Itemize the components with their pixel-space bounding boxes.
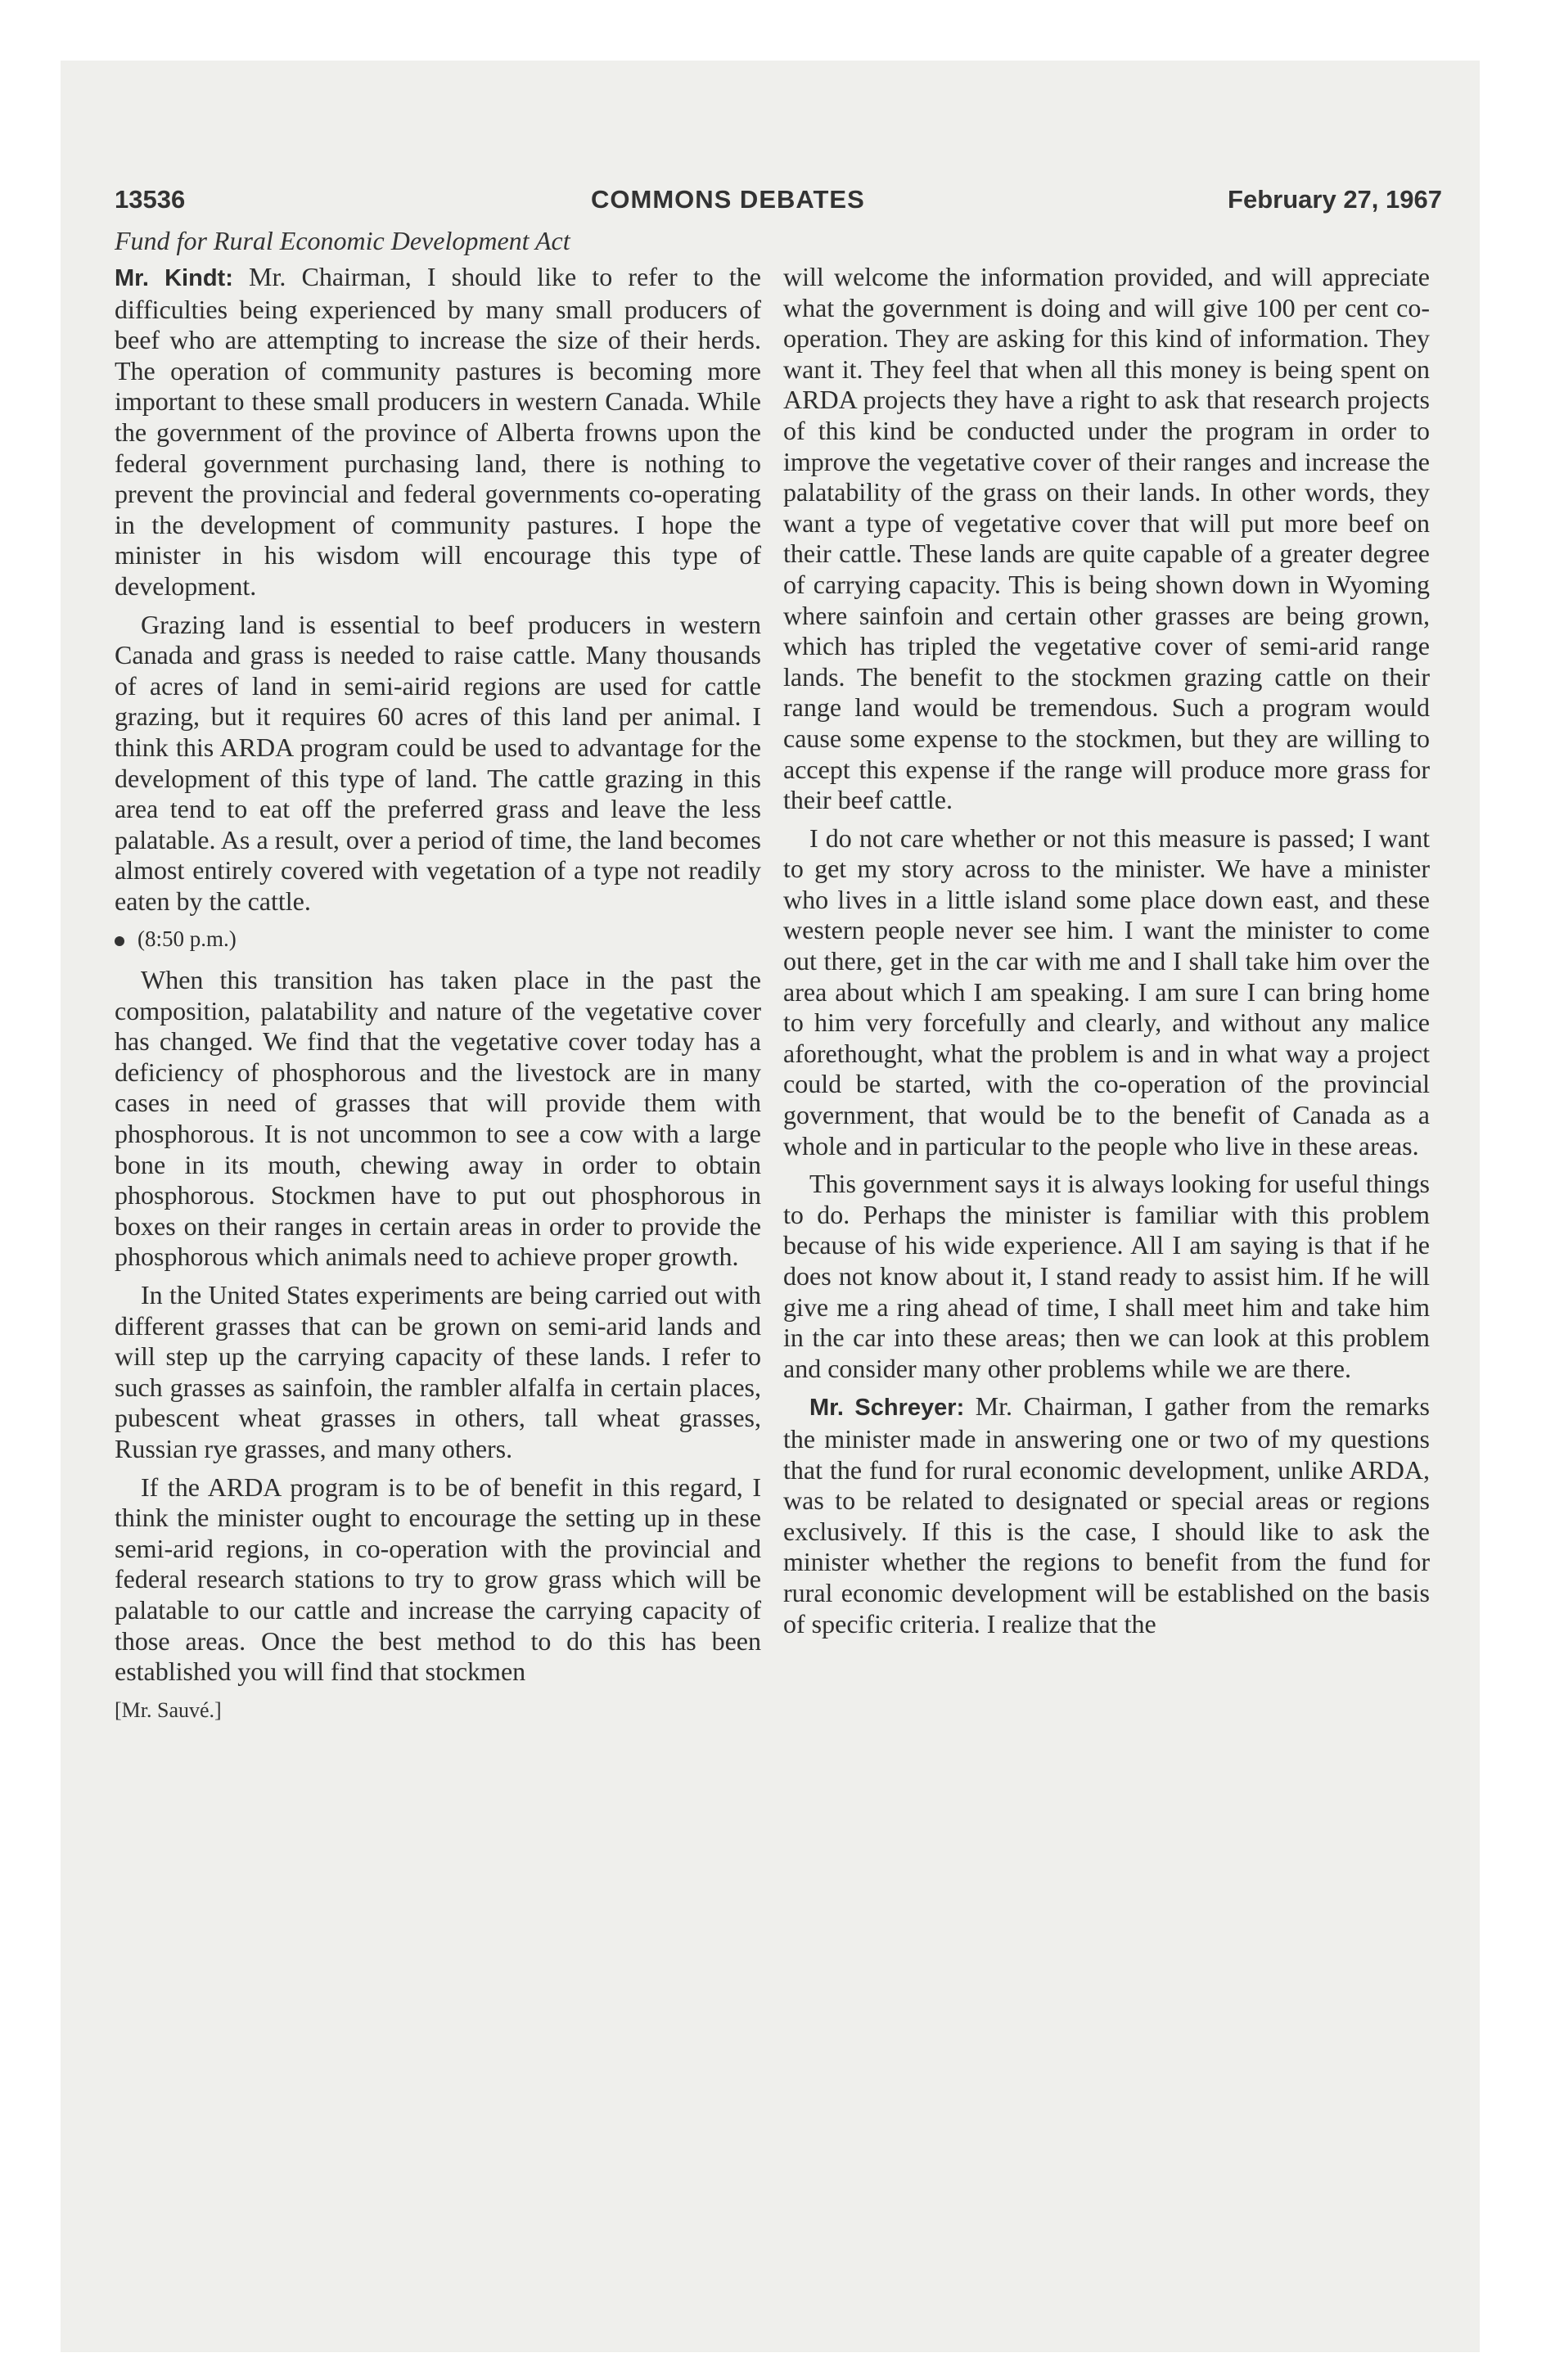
paragraph: Grazing land is essential to beef producers in western Canada and grass is needed to raise cattle. Many thousands of acres of land in semi-airid regions are used for cattle grazing, but it requires 60 acres of this land per animal. I think this ARDA program could be used to advantage for the development of this type of land. The cattle grazing in this area tend to eat off the preferred grass and leave the less palatable. As a result, over a period of time, the land becomes almost entirely covered with vegetation of a type not readily eaten by the cattle. (115, 609, 761, 916)
speaker-name: Mr. Schreyer: (809, 1395, 965, 1422)
act-subtitle: Fund for Rural Economic Development Act (115, 226, 570, 255)
paragraph-text: Mr. Chairman, I should like to refer to the difficulties being experienced by many small producers of beef who are attempting to increase the size of their herds. The operation of community pastures is becoming more important to these small producers in western Canada. While the government of the province of Alberta frowns upon the federal government purchasing land, there is nothing to prevent the provincial and federal governments co-operating in the development of community pastures. I hope the minister in his wisdom will encourage this type of development. (115, 262, 762, 601)
publication-date: February 27, 1967 (1228, 185, 1442, 214)
page-number: 13536 (115, 185, 186, 214)
paragraph: If the ARDA program is to be of benefit in this regard, I think the minister ought to encourage the setting up in these semi-arid regions, in co-operation with the provincial and federal research stations to try to grow grass which will be palatable to our cattle and increase the carrying capacity of those areas. Once the best method to do this has been established you will find that stockmen (115, 1472, 761, 1687)
speaker-name: Mr. Kindt: (115, 265, 233, 291)
right-column (783, 262, 1430, 1647)
paragraph: In the United States experiments are being carried out with different grasses that can be grown on semi-arid lands and will step up the carrying capacity of these lands. I refer to such grasses as sainfoin, the rambler alfalfa in certain places, pubescent wheat grasses in others, tall wheat grasses, Russian rye grasses, and many others. (115, 1280, 761, 1463)
time-stamp (115, 924, 761, 955)
time-stamp-text: (8:50 p.m.) (137, 926, 237, 952)
paragraph (783, 1391, 1430, 1639)
paragraph (115, 262, 761, 602)
paragraph-text: Mr. Chairman, I gather from the remarks the minister made in answering one or two of my questions that the fund for rural economic development, unlike ARDA, was to be related to designated or special areas or regions exclusively. If this is the case, I should like to ask the minister whether the regions to benefit from the fund for rural economic development will be established on the basis of specific criteria. I realize that the (783, 1391, 1431, 1639)
paragraph: When this transition has taken place in the past the composition, palatability and nature of the vegetative cover has changed. We find that the vegetative cover today has a deficiency of phosphorous and the livestock are in many cases in need of grasses that will provide them with phosphorous. It is not uncommon to see a cow with a large bone in its mouth, chewing away in order to obtain phosphorous. Stockmen have to put out phosphorous in boxes on their ranges in certain areas in order to provide the phosphorous which animals need to achieve proper growth. (115, 965, 761, 1272)
bullet-icon (115, 936, 124, 946)
paragraph: This government says it is always looking for useful things to do. Perhaps the minister is familiar with this problem because of his wide experience. All I am saying is that if he does not know about it, I stand ready to assist him. If he will give me a ring ahead of time, I shall meet him and take him in the car into these areas; then we can look at this problem and consider many other problems while we are there. (783, 1169, 1430, 1383)
paragraph: I do not care whether or not this measure is passed; I want to get my story across to the minister. We have a minister who lives in a little island some place down east, and these western people never see him. I want the minister to come out there, get in the car with me and I shall take him over the area about which I am speaking. I am sure I can bring home to him very forcefully and clearly, and without any malice aforethought, what the problem is and in what way a project could be started, with the co-operation of the provincial government, that would be to the benefit of Canada as a whole and in particular to the people who live in these areas. (783, 823, 1430, 1161)
publication-title: COMMONS DEBATES (591, 185, 865, 214)
page-header (115, 185, 1442, 226)
paragraph: will welcome the information provided, and will appreciate what the government is doing and will give 100 per cent co-operation. They are asking for this kind of information. They want it. They feel that when all this money is being spent on ARDA projects they have a right to ask that research projects of this kind be conducted under the program in order to improve the vegetative cover of their ranges and increase the palatability of the grass on their lands. In other words, they want a type of vegetative cover that will put more beef on their cattle. These lands are quite capable of a greater degree of carrying capacity. This is being shown down in Wyoming where sainfoin and certain other grasses are being grown, which has tripled the vegetative cover of semi-arid range lands. The benefit to the stockmen grazing cattle on their range land would be tremendous. Such a program would cause some expense to the stockmen, but they are willing to accept this expense if the range will produce more grass for their beef cattle. (783, 262, 1430, 815)
footnote: [Mr. Sauvé.] (115, 1697, 222, 1722)
left-column (115, 262, 761, 1725)
